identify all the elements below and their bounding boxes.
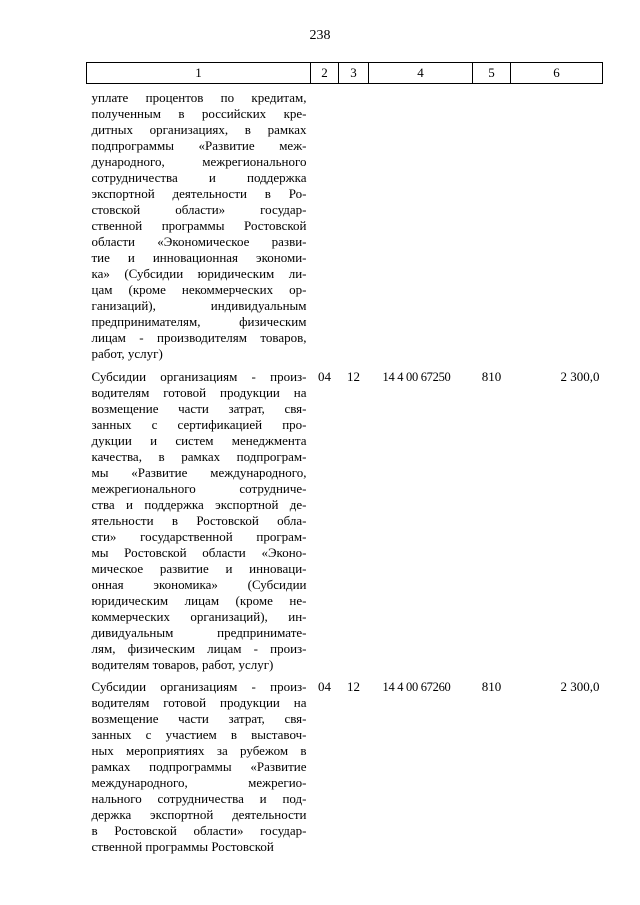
description-line: ятельности в Ростовской обла- xyxy=(91,513,307,528)
description-line: мы «Развитие международного, xyxy=(91,465,307,480)
expense-type-code: 810 xyxy=(481,679,502,694)
subsection-code: 12 xyxy=(347,679,360,694)
description-line: ственной программы Ростовской xyxy=(91,218,307,233)
description-line: водителям товаров, работ, услуг) xyxy=(91,657,274,672)
description-line: работ, услуг) xyxy=(91,346,163,361)
budget-table xyxy=(86,62,603,855)
description-line: юридическим лицам (кроме не- xyxy=(91,593,307,608)
column-header-1: 1 xyxy=(87,63,311,84)
section-code: 04 xyxy=(318,679,331,694)
table-row xyxy=(87,362,603,673)
section-code: 04 xyxy=(318,369,331,384)
description-line: уплате процентов по кредитам, xyxy=(91,90,307,105)
row-description xyxy=(87,84,311,363)
description-line: водителям готовой продукции на xyxy=(91,385,307,400)
description-line: возмещение части затрат, свя- xyxy=(91,401,307,416)
description-line: занных с сертификацией про- xyxy=(91,417,307,432)
description-line: занных с участием в выставоч- xyxy=(91,727,307,742)
subsection-code: 12 xyxy=(347,369,360,384)
section-code xyxy=(311,84,339,363)
page-number: 238 xyxy=(309,28,331,43)
header-row xyxy=(87,63,603,84)
description-line: качества, в рамках подпрограм- xyxy=(91,449,307,464)
column-header-2: 2 xyxy=(311,63,339,84)
description-line: ства и поддержка экспортной де- xyxy=(91,497,307,512)
description-line: стовской области» государ- xyxy=(91,202,307,217)
description-line: лицам - производителям товаров, xyxy=(91,330,307,345)
amount xyxy=(511,84,603,363)
description-line: сотрудничества и поддержка xyxy=(91,170,307,185)
description-line: тие и инновационная экономи- xyxy=(91,250,307,265)
description-line: держка экспортной деятельности xyxy=(91,807,307,822)
amount: 2 300,0 xyxy=(560,679,600,694)
expense-type-code: 810 xyxy=(481,369,502,384)
target-article-code: 14 4 00 67260 xyxy=(382,680,451,694)
description-line: ка» (Субсидии юридическим ли- xyxy=(91,266,307,281)
description-line: цам (кроме некоммерческих ор- xyxy=(91,282,307,297)
description-line: Субсидии организациям - произ- xyxy=(91,679,307,694)
column-header-6: 6 xyxy=(511,63,603,84)
column-header-5: 5 xyxy=(473,63,511,84)
target-article-code: 14 4 00 67250 xyxy=(382,370,451,384)
description-line: межрегионального сотрудниче- xyxy=(91,481,307,496)
description-line: дивидуальным предпринимате- xyxy=(91,625,307,640)
description-line: водителям готовой продукции на xyxy=(91,695,307,710)
table-row xyxy=(87,84,603,363)
description-line: подпрограммы «Развитие меж- xyxy=(91,138,307,153)
description-line: полученным в российских кре- xyxy=(91,106,307,121)
column-header-3: 3 xyxy=(339,63,369,84)
description-line: предпринимателям, физическим xyxy=(91,314,307,329)
row-description xyxy=(87,673,311,855)
description-line: Субсидии организациям - произ- xyxy=(91,369,307,384)
description-line: мы Ростовской области «Эконо- xyxy=(91,545,307,560)
description-line: дународного, межрегионального xyxy=(91,154,307,169)
target-article-code xyxy=(369,84,473,363)
description-line: ственной программы Ростовской xyxy=(91,839,274,854)
description-line: ганизаций), индивидуальным xyxy=(91,298,307,313)
description-line: дитных организациях, в рамках xyxy=(91,122,307,137)
description-line: международного, межрегио- xyxy=(91,775,307,790)
description-line: нального сотрудничества и под- xyxy=(91,791,307,806)
description-line: области «Экономическое разви- xyxy=(91,234,307,249)
row-description xyxy=(87,362,311,673)
description-line: возмещение части затрат, свя- xyxy=(91,711,307,726)
description-line: сти» государственной програм- xyxy=(91,529,307,544)
description-line: в Ростовской области» государ- xyxy=(91,823,307,838)
column-header-4: 4 xyxy=(369,63,473,84)
description-line: мическое развитие и инноваци- xyxy=(91,561,307,576)
expense-type-code xyxy=(473,84,511,363)
description-line: ных мероприятиях за рубежом в xyxy=(91,743,307,758)
amount: 2 300,0 xyxy=(560,369,600,384)
description-line: дукции и систем менеджмента xyxy=(91,433,307,448)
description-line: онная экономика» (Субсидии xyxy=(91,577,307,592)
subsection-code xyxy=(339,84,369,363)
table-row xyxy=(87,673,603,855)
description-line: рамках подпрограммы «Развитие xyxy=(91,759,307,774)
description-line: лям, физическим лицам - произ- xyxy=(91,641,307,656)
description-line: экспортной деятельности в Ро- xyxy=(91,186,307,201)
description-line: коммерческих организаций), ин- xyxy=(91,609,307,624)
